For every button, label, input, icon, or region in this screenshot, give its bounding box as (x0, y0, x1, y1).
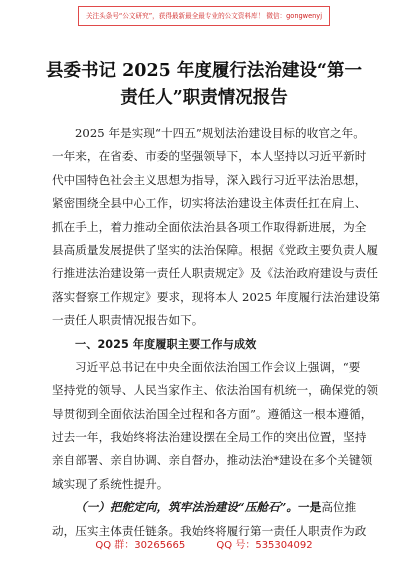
text-line: 行推进法治建设第一责任人职责规定》及《法治政府建设与责任 (52, 266, 379, 281)
text-line: 亲自部署、亲自协调、亲自督办，推动法治*建设在多个关键领 (52, 453, 373, 468)
text-line: 抓在手上，着力推动全面依法治县各项工作取得新进展，为全 (52, 219, 367, 234)
section-paragraph (52, 356, 379, 496)
text-line: 坚持党的领导、人民当家作主、依法治国有机统一，确保党的领 (52, 383, 379, 398)
text-line: 2025 年是实现“十四五”规划法治建设目标的收官之年。 (75, 126, 365, 140)
qq-group: QQ 群：30265665 (95, 540, 186, 551)
title-line-1: 县委书记 2025 年度履行法治建设“第一 (46, 61, 362, 81)
document-body (52, 122, 381, 543)
text-line: 域实现了系统性提升。 (52, 476, 169, 491)
footer-contact (0, 536, 408, 551)
section-heading: 一、2025 年度履职主要工作与成效 (75, 337, 257, 351)
subheading-label: （一）把舵定向，筑牢法治建设“压舱石”。 (75, 500, 299, 515)
document-title (40, 58, 368, 112)
promo-banner: 关注头条号“公文研究”，获得最新最全最专业的公文资料库！ 微信：gongwenyj (78, 6, 330, 26)
text-line: 紧密围绕全县中心工作，切实将法治建设主体责任扛在肩上、 (52, 196, 367, 211)
intro-paragraph (52, 122, 381, 333)
text-line: 一责任人职责情况报告如下。 (52, 313, 204, 328)
text-line: 动，压实主体责任链条。我始终将履行第一责任人职责作为政 (52, 523, 367, 538)
text-line: 一年来，在省委、市委的坚强领导下，本人坚持以习近平新时 (52, 149, 367, 164)
subheading-rest: 高位推 (321, 500, 357, 515)
text-line: 代中国特色社会主义思想为指导，深入践行习近平法治思想， (52, 172, 367, 187)
text-line: 过去一年，我始终将法治建设摆在全局工作的突出位置，坚持 (52, 430, 367, 445)
text-line: 导贯彻到全面依法治国全过程和各方面”。遵循这一根本遵循， (52, 406, 373, 421)
subheading-line (52, 496, 358, 519)
text-line: 县高质量发展提供了坚实的法治保障。根据《党政主要负责人履 (52, 242, 379, 257)
text-line: 落实督察工作规定》要求，现将本人 2025 年度履行法治建设第 (52, 289, 381, 304)
subheading-lead: 一是 (298, 500, 322, 515)
text-line: 习近平总书记在中央全面依法治国工作会议上强调，“要 (75, 359, 361, 374)
qq-number: QQ 号：535304092 (216, 540, 313, 551)
title-line-2: 责任人”职责情况报告 (120, 88, 288, 108)
